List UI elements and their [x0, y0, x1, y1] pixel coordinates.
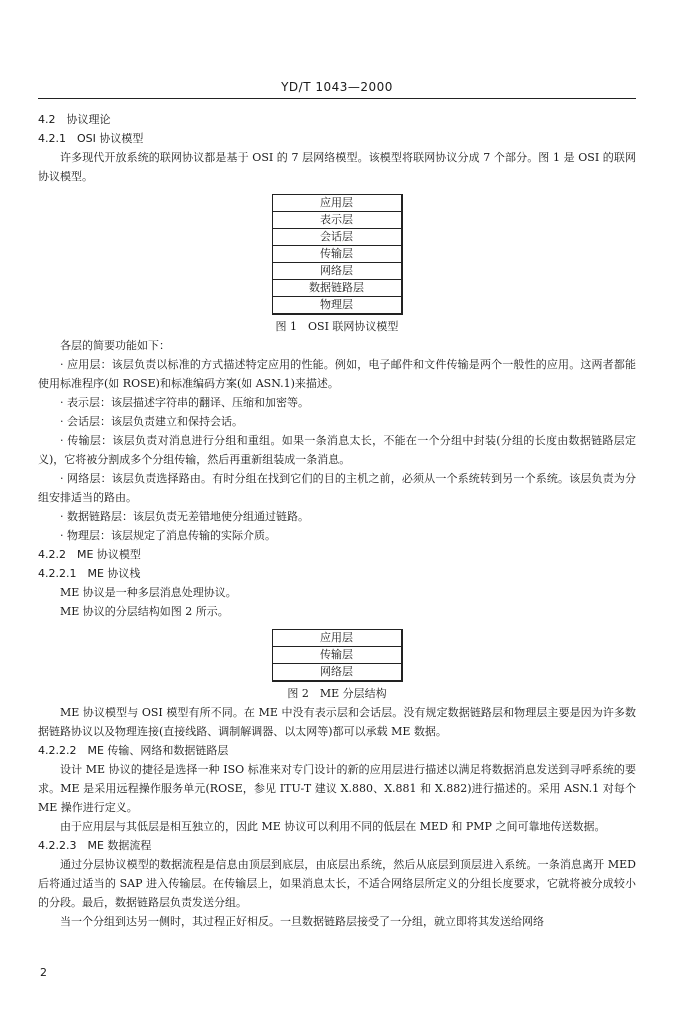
document-header: YD/T 1043—2000	[281, 80, 393, 94]
osi-layer-stack	[272, 194, 403, 315]
paragraph: 各层的简要功能如下：	[60, 339, 170, 352]
layer-physical: 物理层	[320, 298, 353, 311]
paragraph: ME 协议是一种多层消息处理协议。	[60, 586, 237, 599]
list-item: · 应用层：该层负责以标准的方式描述特定应用的性能。例如，电子邮件和文件传输是两个一般性的应用。这两者都能使用标准程序(如 ROSE)和标准编码方案(如 ASN.1)来描述。	[38, 358, 636, 390]
layer-application: 应用层	[273, 630, 401, 647]
section-heading-4-2-2: 4.2.2 ME 协议模型	[38, 548, 141, 561]
figure-1	[38, 194, 636, 336]
section-heading-4-2-2-1: 4.2.2.1 ME 协议栈	[38, 567, 141, 580]
layer-network: 网络层	[320, 665, 353, 678]
layer-transport: 传输层	[273, 647, 401, 664]
layer-session: 会话层	[273, 229, 401, 246]
figure-2	[38, 629, 636, 703]
layer-network: 网络层	[273, 263, 401, 280]
me-layer-stack	[272, 629, 403, 682]
paragraph: ME 协议模型与 OSI 模型有所不同。在 ME 中没有表示层和会话层。没有规定数据链路层和物理层主要是因为许多数据链路协议以及物理连接(直接线路、调制解调器、以太网等)都可以承载 ME 数据。	[38, 706, 636, 738]
section-heading-4-2-2-2: 4.2.2.2 ME 传输、网络和数据链路层	[38, 744, 229, 757]
paragraph: 设计 ME 协议的捷径是选择一种 ISO 标准来对专门设计的新的应用层进行描述以满足将数据消息发送到寻呼系统的要求。ME 是采用远程操作服务单元(ROSE，参见 ITU-T 建议 X.880、X.881 和 X.882)进行描述的。采用 ASN.1 对每个 ME 操作进行定义。	[38, 763, 636, 814]
layer-application: 应用层	[273, 195, 401, 212]
section-heading-4-2-2-3: 4.2.2.3 ME 数据流程	[38, 839, 152, 852]
header-rule	[38, 98, 636, 99]
page-number: 2	[40, 966, 47, 979]
section-heading-4-2-1: 4.2.1 OSI 协议模型	[38, 132, 144, 145]
paragraph: ME 协议的分层结构如图 2 所示。	[60, 605, 229, 618]
paragraph: 许多现代开放系统的联网协议都是基于 OSI 的 7 层网络模型。该模型将联网协议分成 7 个部分。图 1 是 OSI 的联网协议模型。	[38, 151, 636, 183]
list-item: · 会话层：该层负责建立和保持会话。	[60, 415, 243, 428]
page-content	[38, 110, 636, 931]
section-heading-4-2: 4.2 协议理论	[38, 113, 111, 126]
paragraph: 通过分层协议模型的数据流程是信息由顶层到底层，由底层出系统，然后从底层到顶层进入系统。一条消息离开 MED 后将通过适当的 SAP 进入传输层。在传输层上，如果消息太长，不适合网络层所定义的分组长度要求，它就将被分成较小的分段。最后，数据链路层负责发送分组。	[38, 858, 636, 909]
list-item: · 表示层：该层描述字符串的翻译、压缩和加密等。	[60, 396, 309, 409]
list-item: · 物理层：该层规定了消息传输的实际介质。	[60, 529, 276, 542]
list-item: · 数据链路层：该层负责无差错地使分组通过链路。	[60, 510, 309, 523]
list-item: · 网络层：该层负责选择路由。有时分组在找到它们的目的主机之前，必须从一个系统转到另一个系统。该层负责为分组安排适当的路由。	[38, 472, 636, 504]
figure-2-caption: 图 2 ME 分层结构	[287, 687, 387, 700]
paragraph: 由于应用层与其低层是相互独立的，因此 ME 协议可以利用不同的低层在 MED 和 PMP 之间可靠地传送数据。	[60, 820, 606, 833]
figure-1-caption: 图 1 OSI 联网协议模型	[275, 320, 399, 333]
layer-presentation: 表示层	[273, 212, 401, 229]
layer-transport: 传输层	[273, 246, 401, 263]
list-item: · 传输层：该层负责对消息进行分组和重组。如果一条消息太长，不能在一个分组中封装(分组的长度由数据链路层定义)，它将被分割成多个分组传输，然后再重新组装成一条消息。	[38, 434, 636, 466]
paragraph: 当一个分组到达另一侧时，其过程正好相反。一旦数据链路层接受了一分组，就立即将其发送给网络	[60, 915, 544, 928]
layer-data-link: 数据链路层	[273, 280, 401, 297]
